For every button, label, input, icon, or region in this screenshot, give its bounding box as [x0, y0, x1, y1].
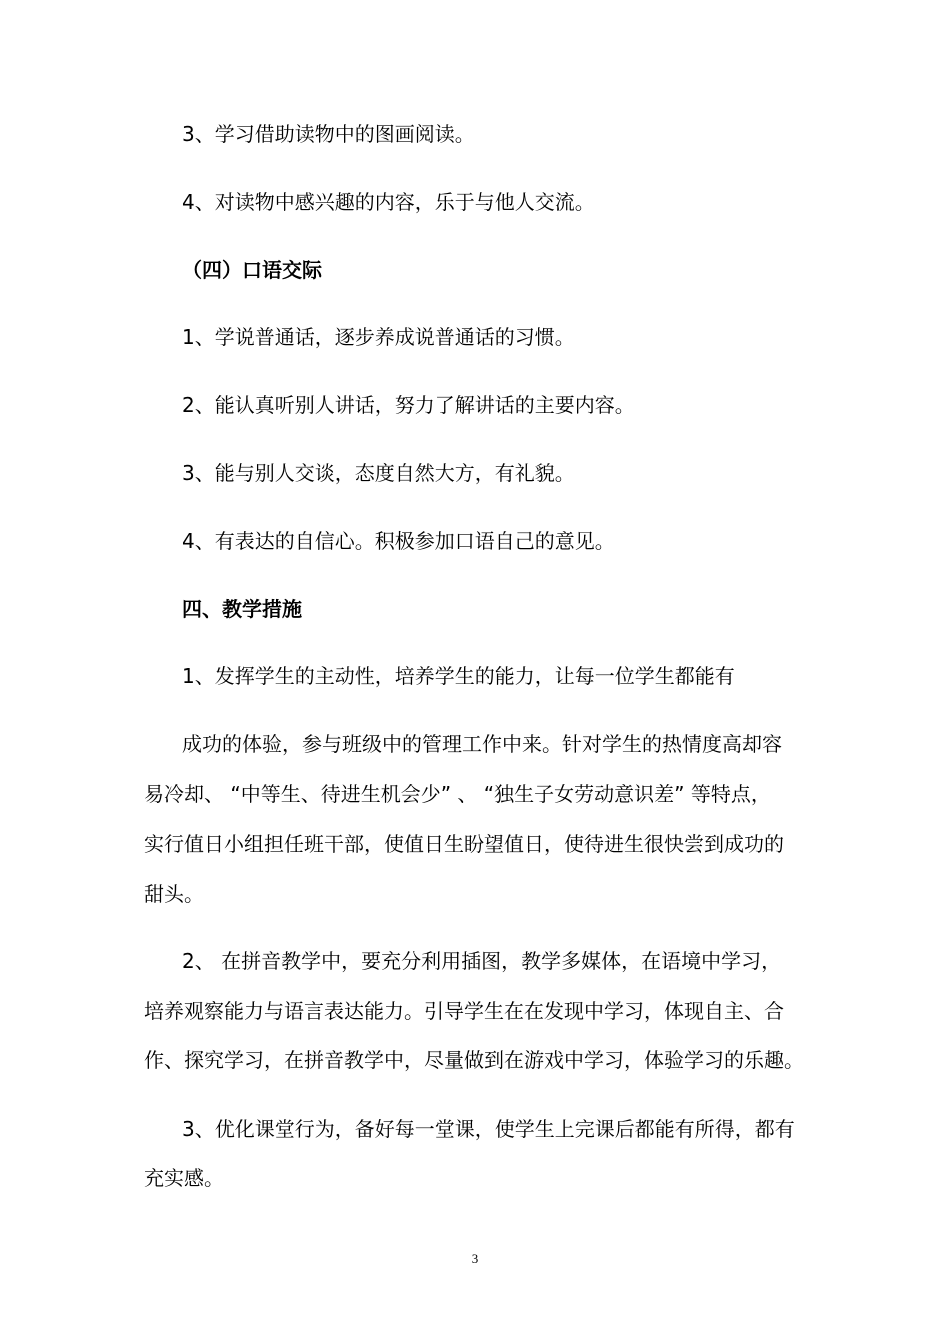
- measure-2-line-3: 作、探究学习，在拼音教学中，尽量做到在游戏中学习，体验学习的乐趣。: [144, 1048, 804, 1072]
- oral-item-1: 1、学说普通话，逐步养成说普通话的习惯。: [182, 325, 575, 349]
- measure-1-line-2: 成功的体验，参与班级中的管理工作中来。针对学生的热情度高却容: [182, 732, 782, 756]
- measure-2-line-2: 培养观察能力与语言表达能力。引导学生在在发现中学习，体现自主、合: [144, 999, 784, 1023]
- oral-item-2: 2、能认真听别人讲话，努力了解讲话的主要内容。: [182, 393, 635, 417]
- reading-item-3: 3、学习借助读物中的图画阅读。: [182, 122, 475, 146]
- measure-3-line-1: 3、优化课堂行为，备好每一堂课，使学生上完课后都能有所得，都有: [182, 1117, 795, 1141]
- measure-3-line-2: 充实感。: [144, 1166, 224, 1190]
- measure-1-line-3: 易冷却、 “中等生、待进生机会少” 、 “独生子女劳动意识差” 等特点，: [144, 782, 771, 806]
- oral-item-4: 4、有表达的自信心。积极参加口语自己的意见。: [182, 529, 615, 553]
- measure-2-line-1: 2、 在拼音教学中，要充分利用插图，教学多媒体，在语境中学习，: [182, 949, 782, 973]
- measure-1-line-5: 甜头。: [144, 882, 204, 906]
- oral-item-3: 3、能与别人交谈，态度自然大方，有礼貌。: [182, 461, 575, 485]
- section-heading-oral-communication: （四）口语交际: [182, 258, 322, 282]
- measure-1-line-4: 实行值日小组担任班干部，使值日生盼望值日，使待进生很快尝到成功的: [144, 832, 784, 856]
- reading-item-4: 4、对读物中感兴趣的内容，乐于与他人交流。: [182, 190, 595, 214]
- measure-1-line-1: 1、发挥学生的主动性，培养学生的能力，让每一位学生都能有: [182, 664, 735, 688]
- section-heading-teaching-measures: 四、教学措施: [182, 597, 302, 621]
- page-number: 3: [471, 1251, 479, 1266]
